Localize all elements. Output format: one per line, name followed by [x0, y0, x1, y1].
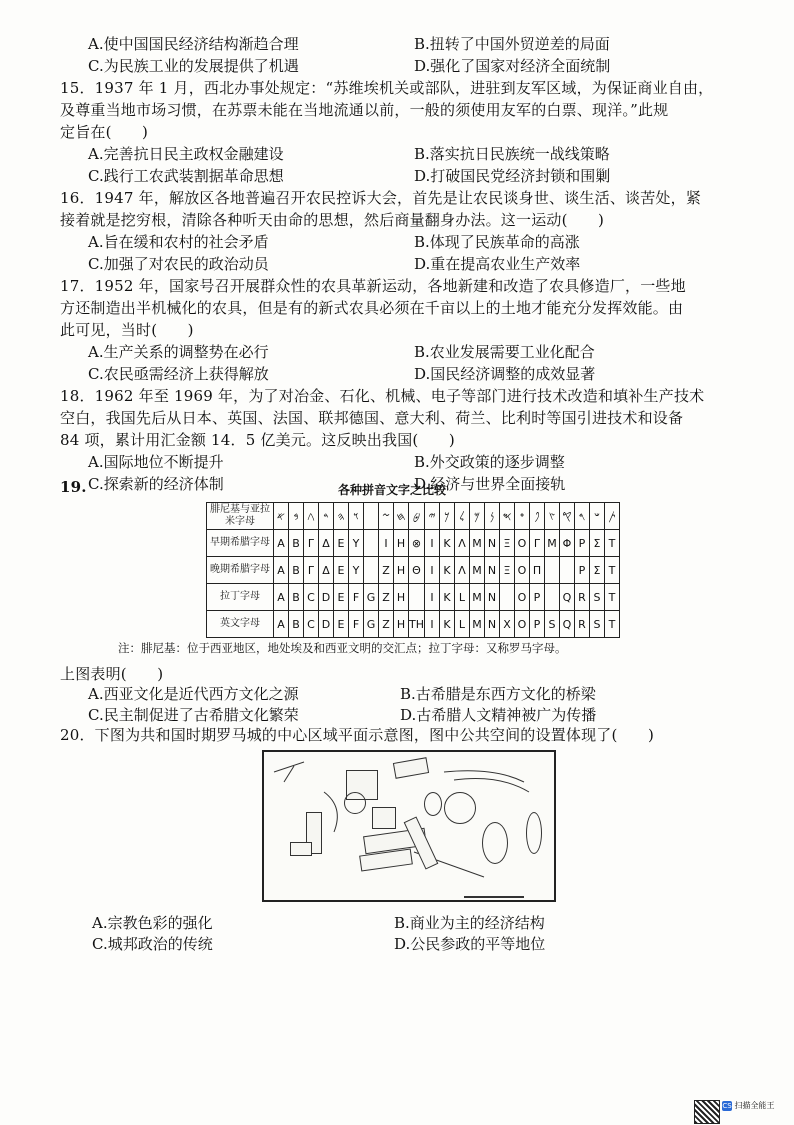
alphabet-cell: 𐤈	[409, 503, 425, 530]
map-building	[290, 842, 312, 856]
alphabet-cell: B	[289, 530, 304, 557]
q14-option-d: D.强化了国家对经济全面统制	[414, 57, 611, 75]
q18-stem-line2: 空白，我国先后从日本、英国、法国、联邦德国、意大利、荷兰、比利时等国引进技术和设备	[60, 409, 684, 427]
alphabet-cell: S	[590, 584, 605, 611]
alphabet-cell: 𐤓	[575, 503, 590, 530]
alphabet-row-label: 早期希腊字母	[207, 530, 274, 557]
alphabet-cell: L	[455, 611, 470, 638]
q18-stem-line1: 18．1962 年至 1969 年，为了对冶金、石化、机械、电子等部门进行技术改造和填补生产技术	[60, 387, 705, 405]
q16-option-b: B.体现了民族革命的高涨	[414, 233, 580, 251]
alphabet-cell: Γ	[304, 530, 319, 557]
alphabet-cell: G	[364, 584, 379, 611]
alphabet-cell: S	[590, 611, 605, 638]
alphabet-row	[207, 557, 620, 584]
alphabet-cell: Λ	[455, 530, 470, 557]
q16-stem-line1: 16．1947 年，解放区各地普遍召开农民控诉大会，首先是让农民谈身世、谈生活、谈苦处，紧	[60, 189, 702, 207]
q20-option-d: D.公民参政的平等地位	[394, 935, 546, 953]
alphabet-cell: E	[334, 611, 349, 638]
alphabet-cell	[545, 557, 560, 584]
alphabet-row	[207, 611, 620, 638]
alphabet-cell: Γ	[530, 530, 545, 557]
rome-city-center-map	[262, 750, 556, 902]
q15-stem-line2: 及尊重当地市场习惯，在苏票未能在当地流通以前，一般的须使用友军的白票、现洋。”此规	[60, 101, 669, 119]
alphabet-row-label: 腓尼基与亚拉米字母	[207, 503, 274, 530]
alphabet-cell: Λ	[455, 557, 470, 584]
alphabet-cell: Ξ	[500, 530, 515, 557]
alphabet-cell: K	[440, 584, 455, 611]
alphabet-cell: Q	[560, 584, 575, 611]
q14-option-c: C.为民族工业的发展提供了机遇	[88, 57, 299, 75]
q19-stem: 上图表明( )	[60, 665, 164, 683]
alphabet-cell: 𐤅	[349, 503, 364, 530]
alphabet-cell	[364, 530, 379, 557]
alphabet-row	[207, 530, 620, 557]
q15-stem-line1: 15．1937 年 1 月，西北办事处规定：“苏维埃机关或部队，进驻到友军区域，为保证商业自由，	[60, 79, 714, 97]
alphabet-cell: 𐤊	[440, 503, 455, 530]
alphabet-table-note: 注：腓尼基：位于西亚地区，地处埃及和西亚文明的交汇点；拉丁字母：又称罗马字母。	[118, 641, 567, 655]
alphabet-cell: O	[515, 611, 530, 638]
alphabet-cell: K	[440, 530, 455, 557]
alphabet-cell: F	[349, 584, 364, 611]
q17-option-b: B.农业发展需要工业化配合	[414, 343, 595, 361]
alphabet-cell: P	[530, 611, 545, 638]
alphabet-cell: I	[379, 530, 394, 557]
alphabet-cell: D	[319, 611, 334, 638]
alphabet-cell: S	[545, 611, 560, 638]
alphabet-cell: 𐤁	[289, 503, 304, 530]
q19-number: 19.	[60, 478, 87, 496]
q15-option-c: C.践行工农武装割据革命思想	[88, 167, 284, 185]
alphabet-cell: B	[289, 584, 304, 611]
map-forum	[424, 792, 442, 816]
alphabet-cell: I	[425, 557, 440, 584]
alphabet-cell: N	[485, 530, 500, 557]
alphabet-cell: E	[334, 584, 349, 611]
q17-stem-line3: 此可见，当时( )	[60, 321, 194, 339]
q18-option-d: D.经济与世界全面接轨	[414, 475, 566, 493]
alphabet-row-label: 拉丁字母	[207, 584, 274, 611]
alphabet-cell: Z	[379, 584, 394, 611]
alphabet-cell: 𐤆	[379, 503, 394, 530]
alphabet-cell	[500, 584, 515, 611]
alphabet-cell: R	[575, 611, 590, 638]
alphabet-cell: O	[515, 530, 530, 557]
q16-option-a: A.旨在缓和农村的社会矛盾	[88, 233, 269, 251]
alphabet-cell: C	[304, 611, 319, 638]
alphabet-row	[207, 584, 620, 611]
alphabet-cell: 𐤇	[394, 503, 409, 530]
q16-stem-line2: 接着就是挖穷根，清除各种听天由命的思想，然后商量翻身办法。这一运动( )	[60, 211, 605, 229]
alphabet-cell: 𐤂	[304, 503, 319, 530]
alphabet-cell: L	[455, 584, 470, 611]
alphabet-cell	[560, 557, 575, 584]
alphabet-cell: 𐤕	[605, 503, 620, 530]
alphabet-cell: 𐤐	[530, 503, 545, 530]
alphabet-cell: B	[289, 557, 304, 584]
q19-option-b: B.古希腊是东西方文化的桥梁	[400, 685, 596, 703]
alphabet-cell: K	[440, 557, 455, 584]
alphabet-cell: Z	[379, 611, 394, 638]
q18-stem-line3: 84 项，累计用汇金额 14．5 亿美元。这反映出我国( )	[60, 431, 455, 449]
alphabet-cell: 𐤋	[455, 503, 470, 530]
alphabet-cell: T	[605, 557, 620, 584]
alphabet-table-title: 各种拼音文字之比较	[338, 483, 447, 497]
q17-stem-line1: 17．1952 年，国家号召开展群众性的农具革新运动，各地新建和改造了农具修造厂，一些地	[60, 277, 686, 295]
alphabet-cell: T	[605, 530, 620, 557]
alphabet-cell: 𐤄	[334, 503, 349, 530]
alphabet-cell: O	[515, 557, 530, 584]
alphabet-cell	[364, 557, 379, 584]
alphabet-cell: I	[425, 611, 440, 638]
cs-scanner-icon: CS	[722, 1102, 732, 1110]
alphabet-cell: 𐤔	[590, 503, 605, 530]
alphabet-cell: Z	[379, 557, 394, 584]
alphabet-cell: B	[289, 611, 304, 638]
alphabet-cell: 𐤌	[470, 503, 485, 530]
alphabet-cell: N	[485, 584, 500, 611]
alphabet-cell	[409, 584, 425, 611]
alphabet-cell: E	[334, 530, 349, 557]
alphabet-cell: H	[394, 530, 409, 557]
q18-option-c: C.探索新的经济体制	[88, 475, 224, 493]
map-building	[372, 807, 396, 829]
alphabet-cell: Φ	[560, 530, 575, 557]
alphabet-cell: P	[575, 557, 590, 584]
alphabet-cell: F	[349, 611, 364, 638]
alphabet-cell: O	[515, 584, 530, 611]
alphabet-cell	[545, 584, 560, 611]
q20-stem: 20．下图为共和国时期罗马城的中心区域平面示意图，图中公共空间的设置体现了( )	[60, 726, 654, 744]
alphabet-cell: M	[545, 530, 560, 557]
alphabet-cell: TH	[409, 611, 425, 638]
qr-code-icon	[694, 1100, 720, 1124]
alphabet-cell: Γ	[304, 557, 319, 584]
alphabet-cell: Y	[349, 557, 364, 584]
alphabet-cell: 𐤒	[560, 503, 575, 530]
alphabet-cell: M	[470, 611, 485, 638]
alphabet-cell: Δ	[319, 557, 334, 584]
alphabet-cell: ⊗	[409, 530, 425, 557]
q17-option-d: D.国民经济调整的成效显著	[414, 365, 596, 383]
q15-option-d: D.打破国民党经济封锁和围剿	[414, 167, 611, 185]
alphabet-cell: H	[394, 611, 409, 638]
alphabet-cell: Π	[530, 557, 545, 584]
alphabet-cell: R	[575, 584, 590, 611]
alphabet-cell: A	[274, 530, 289, 557]
alphabet-cell: G	[364, 611, 379, 638]
q19-option-a: A.西亚文化是近代西方文化之源	[88, 685, 299, 703]
alphabet-cell: Θ	[409, 557, 425, 584]
alphabet-cell: M	[470, 557, 485, 584]
alphabet-cell: I	[425, 530, 440, 557]
alphabet-cell: P	[530, 584, 545, 611]
alphabet-cell: T	[605, 584, 620, 611]
alphabet-cell: M	[470, 530, 485, 557]
map-forum	[526, 812, 542, 854]
watermark-label: 扫描全能王	[734, 1101, 775, 1110]
alphabet-cell	[364, 503, 379, 530]
map-temple	[344, 792, 366, 814]
scanner-watermark	[722, 1100, 775, 1111]
q15-stem-line3: 定旨在( )	[60, 123, 149, 141]
alphabet-cell: Q	[560, 611, 575, 638]
q16-option-c: C.加强了对农民的政治动员	[88, 255, 269, 273]
alphabet-cell: Σ	[590, 557, 605, 584]
alphabet-row	[207, 503, 620, 530]
q15-option-a: A.完善抗日民主政权金融建设	[88, 145, 284, 163]
q20-option-b: B.商业为主的经济结构	[394, 914, 545, 932]
q19-option-c: C.民主制促进了古希腊文化繁荣	[88, 706, 299, 724]
alphabet-cell: I	[425, 584, 440, 611]
alphabet-cell: 𐤀	[274, 503, 289, 530]
alphabet-cell: P	[575, 530, 590, 557]
alphabet-comparison-table	[206, 502, 620, 638]
q17-option-a: A.生产关系的调整势在必行	[88, 343, 269, 361]
alphabet-row-label: 晚期希腊字母	[207, 557, 274, 584]
q20-option-a: A.宗教色彩的强化	[92, 914, 213, 932]
q18-option-b: B.外交政策的逐步调整	[414, 453, 565, 471]
alphabet-cell: Σ	[590, 530, 605, 557]
alphabet-cell: H	[394, 557, 409, 584]
alphabet-cell: T	[605, 611, 620, 638]
q16-option-d: D.重在提高农业生产效率	[414, 255, 581, 273]
alphabet-cell: 𐤉	[425, 503, 440, 530]
alphabet-cell: K	[440, 611, 455, 638]
alphabet-cell: Y	[349, 530, 364, 557]
alphabet-cell: 𐤑	[545, 503, 560, 530]
q15-option-b: B.落实抗日民族统一战线策略	[414, 145, 610, 163]
alphabet-cell: 𐤎	[500, 503, 515, 530]
alphabet-cell: Ξ	[500, 557, 515, 584]
alphabet-cell: 𐤍	[485, 503, 500, 530]
alphabet-cell: X	[500, 611, 515, 638]
map-forum	[444, 792, 476, 824]
alphabet-cell: 𐤏	[515, 503, 530, 530]
alphabet-cell: M	[470, 584, 485, 611]
alphabet-cell: E	[334, 557, 349, 584]
alphabet-cell: N	[485, 557, 500, 584]
q19-option-d: D.古希腊人文精神被广为传播	[400, 706, 597, 724]
alphabet-row-label: 英文字母	[207, 611, 274, 638]
alphabet-cell: A	[274, 557, 289, 584]
q17-option-c: C.农民亟需经济上获得解放	[88, 365, 269, 383]
q17-stem-line2: 方还制造出半机械化的农具，但是有的新式农具必须在千亩以上的土地才能充分发挥效能。由	[60, 299, 684, 317]
alphabet-cell: 𐤃	[319, 503, 334, 530]
alphabet-cell: A	[274, 584, 289, 611]
q18-option-a: A.国际地位不断提升	[88, 453, 224, 471]
alphabet-cell: C	[304, 584, 319, 611]
q20-option-c: C.城邦政治的传统	[92, 935, 213, 953]
q14-option-a: A.使中国国民经济结构渐趋合理	[88, 35, 299, 53]
map-forum	[482, 822, 508, 864]
alphabet-cell: H	[394, 584, 409, 611]
q14-option-b: B.扭转了中国外贸逆差的局面	[414, 35, 610, 53]
alphabet-cell: Δ	[319, 530, 334, 557]
alphabet-cell: D	[319, 584, 334, 611]
alphabet-cell: A	[274, 611, 289, 638]
alphabet-cell: N	[485, 611, 500, 638]
